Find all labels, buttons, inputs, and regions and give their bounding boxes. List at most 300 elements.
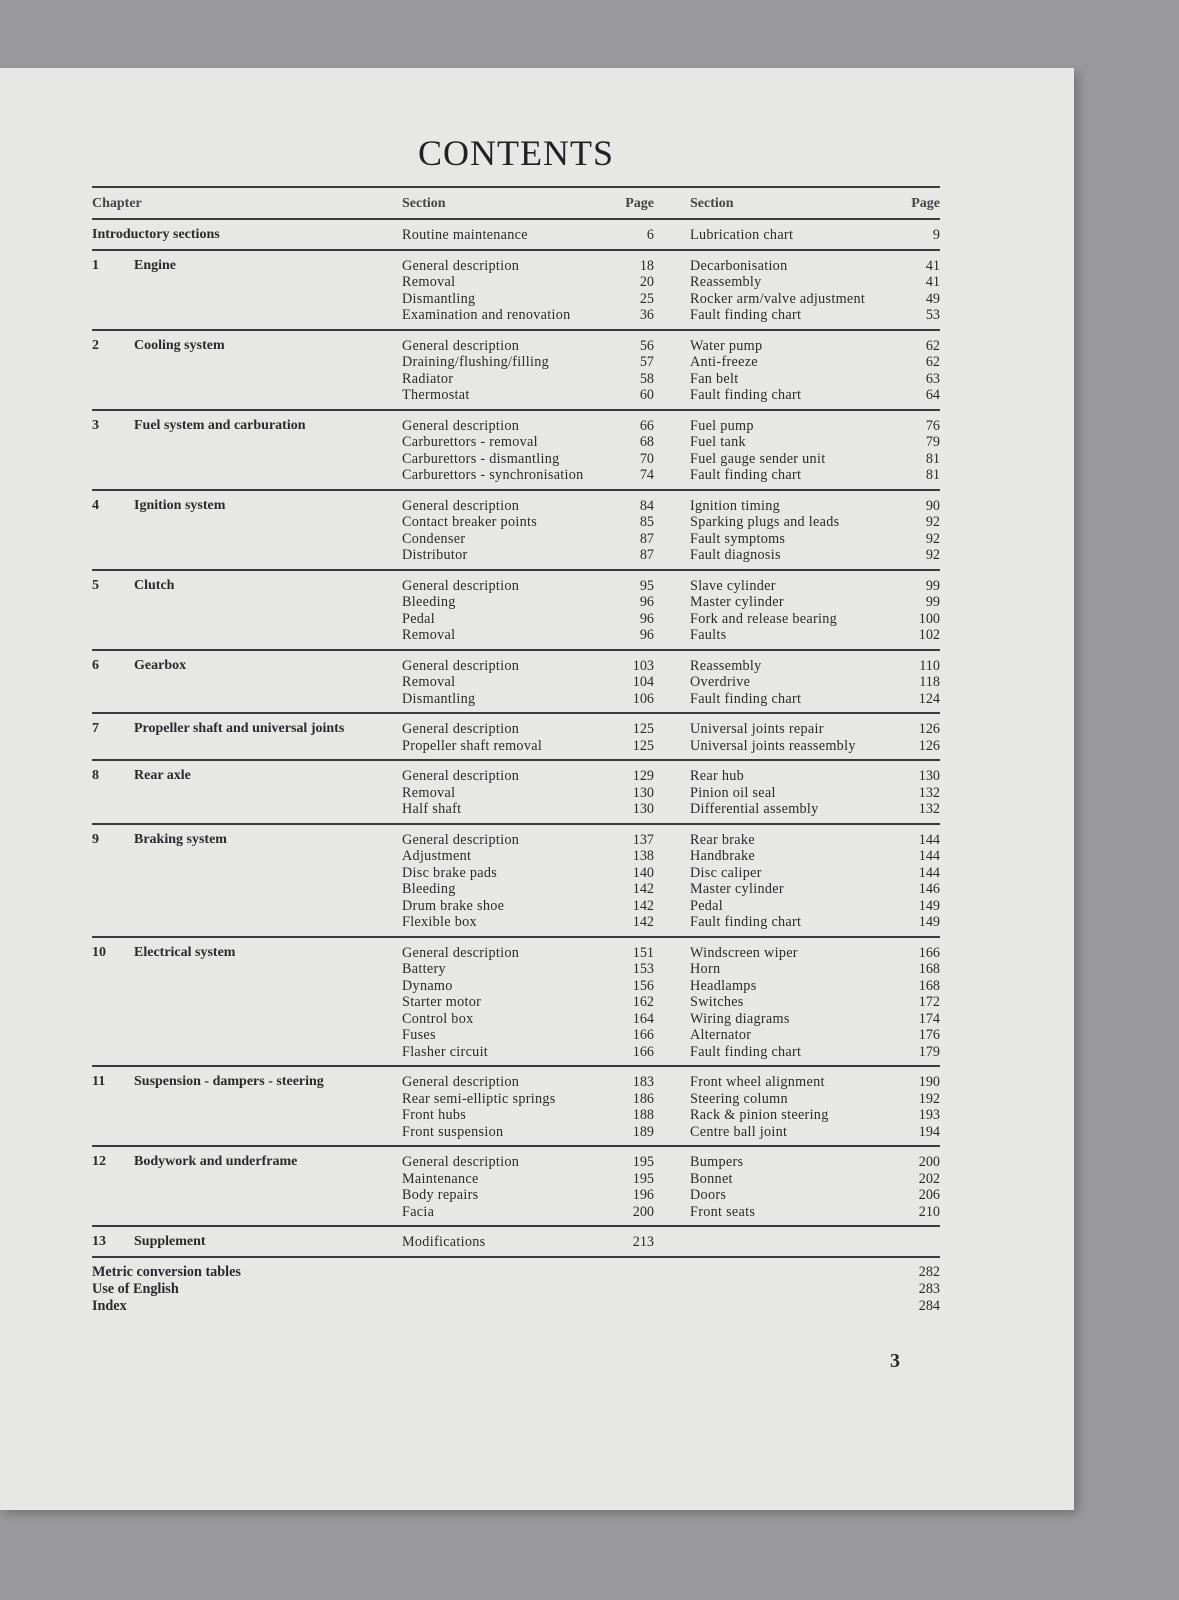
section-entry — [402, 594, 654, 611]
chapter-number: 13 — [92, 1234, 106, 1249]
section-page: 172 — [918, 994, 940, 1010]
section-page: 195 — [632, 1154, 654, 1170]
chapter-cell — [92, 832, 402, 931]
section-name: General description — [402, 577, 520, 594]
section-entry — [690, 1027, 940, 1044]
sections-left — [402, 498, 654, 564]
section-entry — [402, 898, 654, 915]
chapter-title: Gearbox — [134, 657, 187, 673]
section-entry — [402, 1234, 654, 1251]
section-name: Doors — [690, 1187, 727, 1203]
section-name: Fault diagnosis — [690, 547, 781, 563]
section-page: 18 — [639, 257, 654, 274]
section-name: Propeller shaft removal — [402, 737, 543, 754]
section-name: Pinion oil seal — [690, 784, 776, 801]
header-page-left: Page — [625, 196, 654, 211]
section-name: Adjustment — [402, 848, 472, 864]
section-entry — [402, 258, 654, 275]
section-name: Steering column — [690, 1090, 788, 1107]
section-entry — [402, 994, 654, 1011]
chapter-row — [92, 220, 940, 251]
chapter-number: 5 — [92, 577, 99, 593]
section-page: 174 — [918, 1010, 940, 1027]
section-page: 126 — [918, 737, 940, 754]
chapter-title: Suspension - dampers - steering — [134, 1074, 324, 1089]
section-page: 166 — [918, 944, 940, 961]
page-title: CONTENTS — [418, 133, 614, 173]
section-name: Fuel tank — [690, 434, 746, 450]
section-name: Bonnet — [690, 1170, 733, 1187]
section-entry — [402, 961, 654, 978]
section-name: General description — [402, 721, 520, 737]
section-page: 194 — [918, 1123, 940, 1140]
section-page: 56 — [639, 337, 654, 354]
section-entry — [402, 547, 654, 564]
chapter-row — [92, 571, 940, 651]
chapter-cell — [92, 258, 402, 324]
section-name: Thermostat — [402, 387, 470, 403]
chapter-cell — [92, 945, 402, 1061]
section-name: Disc caliper — [690, 864, 762, 881]
section-entry — [690, 627, 940, 644]
section-entry — [402, 658, 654, 675]
section-entry — [690, 1171, 940, 1188]
section-name: Fuses — [402, 1027, 436, 1043]
section-name: Switches — [690, 994, 744, 1010]
section-page: 90 — [925, 497, 940, 514]
section-entry — [402, 738, 654, 755]
section-name: General description — [402, 657, 520, 674]
section-name: Removal — [402, 627, 456, 643]
section-entry — [402, 914, 654, 931]
sections-right — [690, 658, 940, 708]
section-page: 130 — [632, 784, 654, 801]
section-entry — [402, 865, 654, 882]
chapter-number: 3 — [92, 417, 99, 433]
chapter-row — [92, 1067, 940, 1147]
sections-right — [690, 418, 940, 484]
section-page: 189 — [632, 1123, 654, 1140]
section-entry — [402, 274, 654, 291]
section-name: Reassembly — [690, 274, 762, 290]
header-section-right: Section — [690, 196, 734, 211]
section-page: 100 — [918, 610, 940, 627]
section-page: 144 — [918, 831, 940, 848]
section-page: 144 — [918, 864, 940, 881]
section-name: Bumpers — [690, 1154, 744, 1170]
section-name: Dismantling — [402, 290, 476, 307]
section-entry — [690, 1091, 940, 1108]
section-entry — [690, 354, 940, 371]
sections-right — [690, 258, 940, 324]
section-entry — [690, 338, 940, 355]
chapter-title: Propeller shaft and universal joints — [134, 721, 345, 736]
section-page: 130 — [918, 768, 940, 784]
chapter-number: 7 — [92, 721, 99, 736]
section-entry — [690, 865, 940, 882]
section-name: Carburettors - synchronisation — [402, 467, 584, 483]
extra-entry — [92, 1281, 940, 1298]
chapter-row — [92, 1227, 940, 1258]
section-page: 92 — [925, 547, 940, 563]
section-entry — [690, 738, 940, 755]
section-page: 149 — [918, 914, 940, 930]
section-page: 6 — [646, 227, 654, 243]
section-entry — [402, 1074, 654, 1091]
section-entry — [690, 451, 940, 468]
section-name: Modifications — [402, 1234, 486, 1250]
section-entry — [690, 914, 940, 931]
sections-left — [402, 832, 654, 931]
chapter-cell — [92, 498, 402, 564]
section-name: Front wheel alignment — [690, 1074, 825, 1090]
chapter-number: 9 — [92, 831, 99, 847]
section-entry — [690, 898, 940, 915]
chapter-number: 4 — [92, 497, 99, 513]
section-name: Fault finding chart — [690, 307, 802, 323]
chapter-title: Cooling system — [134, 337, 225, 353]
section-name: Bleeding — [402, 594, 456, 610]
section-name: Reassembly — [690, 657, 762, 674]
section-entry — [402, 467, 654, 484]
section-page: 138 — [632, 848, 654, 864]
contents-table — [92, 186, 940, 1315]
section-name: Lubrication chart — [690, 227, 794, 243]
section-name: Fuel pump — [690, 417, 754, 434]
sections-right — [690, 768, 940, 818]
section-entry — [690, 881, 940, 898]
section-entry — [402, 514, 654, 531]
chapter-number: 12 — [92, 1154, 106, 1169]
section-page: 213 — [632, 1234, 654, 1250]
section-page: 137 — [632, 831, 654, 848]
sections-right — [690, 338, 940, 404]
extra-label: Index — [92, 1297, 127, 1314]
chapter-number: 8 — [92, 768, 99, 783]
section-name: Disc brake pads — [402, 864, 498, 881]
section-entry — [402, 531, 654, 548]
section-name: Dynamo — [402, 977, 453, 994]
section-page: 192 — [918, 1090, 940, 1107]
section-entry — [402, 498, 654, 515]
section-name: Starter motor — [402, 994, 482, 1010]
section-page: 162 — [632, 994, 654, 1010]
section-page: 76 — [925, 417, 940, 434]
section-entry — [690, 1124, 940, 1141]
section-name: General description — [402, 257, 520, 274]
chapter-row — [92, 825, 940, 938]
header-page-right: Page — [911, 196, 940, 211]
section-entry — [690, 1187, 940, 1204]
section-entry — [402, 611, 654, 628]
chapter-cell — [92, 721, 402, 754]
section-name: Pedal — [402, 610, 436, 627]
section-entry — [690, 785, 940, 802]
section-entry — [402, 291, 654, 308]
chapter-row — [92, 938, 940, 1068]
chapter-title: Clutch — [134, 577, 175, 593]
section-entry — [402, 1171, 654, 1188]
section-entry — [402, 451, 654, 468]
section-entry — [402, 307, 654, 324]
section-page: 132 — [918, 801, 940, 817]
section-entry — [402, 945, 654, 962]
section-page: 106 — [632, 690, 654, 707]
section-entry — [402, 627, 654, 644]
section-name: Rocker arm/valve adjustment — [690, 290, 866, 307]
section-name: Pedal — [690, 897, 724, 914]
section-entry — [690, 721, 940, 738]
section-name: Rear semi-elliptic springs — [402, 1090, 556, 1107]
section-page: 64 — [925, 387, 940, 403]
chapter-row — [92, 251, 940, 331]
section-entry — [690, 768, 940, 785]
chapter-cell — [92, 418, 402, 484]
section-page: 130 — [632, 801, 654, 817]
section-page: 149 — [918, 897, 940, 914]
extra-label: Metric conversion tables — [92, 1263, 241, 1280]
section-entry — [690, 514, 940, 531]
section-page: 53 — [925, 307, 940, 323]
sections-right — [690, 945, 940, 1061]
section-page: 142 — [632, 897, 654, 914]
chapter-title: Rear axle — [134, 768, 191, 783]
section-name: Handbrake — [690, 848, 755, 864]
sections-right — [690, 1154, 940, 1220]
section-entry — [690, 258, 940, 275]
section-name: General description — [402, 337, 520, 354]
header-chapter: Chapter — [92, 196, 142, 211]
section-page: 85 — [639, 514, 654, 530]
section-name: Drum brake shoe — [402, 897, 505, 914]
section-name: General description — [402, 768, 520, 784]
section-page: 202 — [918, 1170, 940, 1187]
section-page: 25 — [639, 290, 654, 307]
section-entry — [402, 674, 654, 691]
section-page: 195 — [632, 1170, 654, 1187]
section-page: 63 — [925, 370, 940, 387]
section-page: 104 — [632, 674, 654, 690]
chapter-row — [92, 651, 940, 715]
section-name: Condenser — [402, 530, 466, 547]
section-page: 92 — [925, 530, 940, 547]
section-name: Removal — [402, 274, 456, 290]
chapter-number: 2 — [92, 337, 99, 353]
section-page: 20 — [639, 274, 654, 290]
section-entry — [402, 721, 654, 738]
chapter-row — [92, 714, 940, 761]
section-entry — [402, 832, 654, 849]
section-page: 118 — [919, 674, 940, 690]
chapter-title: Engine — [134, 257, 177, 273]
section-entry — [690, 467, 940, 484]
sections-right — [690, 832, 940, 931]
section-name: Alternator — [690, 1027, 752, 1043]
chapter-title: Supplement — [134, 1234, 206, 1249]
section-name: Examination and renovation — [402, 307, 571, 323]
section-entry — [402, 1107, 654, 1124]
section-name: Fault symptoms — [690, 530, 786, 547]
sections-left — [402, 721, 654, 754]
section-name: Fuel gauge sender unit — [690, 450, 826, 467]
section-name: Routine maintenance — [402, 227, 528, 243]
section-name: General description — [402, 497, 520, 514]
section-name: Faults — [690, 627, 727, 643]
section-entry — [690, 498, 940, 515]
section-name: Battery — [402, 961, 446, 977]
section-page: 49 — [925, 290, 940, 307]
section-page: 81 — [925, 450, 940, 467]
chapter-title: Fuel system and carburation — [134, 417, 306, 433]
section-entry — [690, 978, 940, 995]
section-entry — [690, 418, 940, 435]
chapter-number: 11 — [92, 1074, 106, 1089]
section-page: 68 — [639, 434, 654, 450]
sections-left — [402, 418, 654, 484]
section-entry — [690, 291, 940, 308]
section-entry — [402, 978, 654, 995]
section-name: Front suspension — [402, 1123, 504, 1140]
sections-left — [402, 338, 654, 404]
section-page: 96 — [639, 594, 654, 610]
chapter-title: Braking system — [134, 831, 227, 847]
section-name: Removal — [402, 784, 456, 801]
section-entry — [690, 691, 940, 708]
chapter-cell — [92, 1234, 402, 1251]
section-entry — [402, 1027, 654, 1044]
section-entry — [690, 227, 940, 244]
section-entry — [402, 1124, 654, 1141]
section-page: 103 — [632, 657, 654, 674]
section-name: Rear brake — [690, 831, 755, 848]
section-page: 92 — [925, 514, 940, 530]
section-name: Control box — [402, 1010, 474, 1027]
section-name: Fault finding chart — [690, 914, 802, 930]
chapter-cell — [92, 338, 402, 404]
sections-left — [402, 227, 654, 244]
chapter-cell — [92, 1154, 402, 1220]
section-page: 58 — [639, 370, 654, 387]
section-entry — [690, 547, 940, 564]
section-entry — [402, 1091, 654, 1108]
section-page: 144 — [918, 848, 940, 864]
section-entry — [402, 1204, 654, 1221]
section-page: 146 — [918, 881, 940, 897]
section-name: Contact breaker points — [402, 514, 538, 530]
section-entry — [402, 801, 654, 818]
section-name: Master cylinder — [690, 594, 784, 610]
chapter-cell — [92, 227, 402, 244]
section-entry — [402, 1044, 654, 1061]
section-entry — [690, 594, 940, 611]
section-page: 57 — [639, 354, 654, 370]
section-page: 176 — [918, 1027, 940, 1043]
section-page: 142 — [632, 914, 654, 930]
section-entry — [402, 1187, 654, 1204]
section-page: 140 — [632, 864, 654, 881]
sections-left — [402, 945, 654, 1061]
section-page: 87 — [639, 530, 654, 547]
chapter-cell — [92, 658, 402, 708]
section-entry — [690, 674, 940, 691]
chapter-row — [92, 411, 940, 491]
section-entry — [690, 1204, 940, 1221]
sections-left — [402, 1074, 654, 1140]
section-page: 142 — [632, 881, 654, 897]
section-name: Rear hub — [690, 768, 745, 784]
section-page: 210 — [918, 1203, 940, 1220]
section-name: Horn — [690, 961, 721, 977]
section-entry — [402, 338, 654, 355]
section-page: 96 — [639, 627, 654, 643]
section-page: 102 — [918, 627, 940, 643]
section-page: 206 — [918, 1187, 940, 1203]
section-entry — [402, 1011, 654, 1028]
section-entry — [690, 578, 940, 595]
section-page: 188 — [632, 1107, 654, 1123]
section-page: 153 — [632, 961, 654, 977]
sections-left — [402, 578, 654, 644]
section-name: General description — [402, 831, 520, 848]
chapter-number: 1 — [92, 257, 99, 273]
section-entry — [402, 434, 654, 451]
section-entry — [690, 832, 940, 849]
section-page: 200 — [632, 1203, 654, 1220]
section-page: 95 — [639, 577, 654, 594]
section-name: Front hubs — [402, 1107, 467, 1123]
section-name: Facia — [402, 1203, 435, 1220]
section-name: Removal — [402, 674, 456, 690]
section-page: 60 — [639, 387, 654, 403]
section-name: Radiator — [402, 370, 454, 387]
section-page: 79 — [925, 434, 940, 450]
section-page: 96 — [639, 610, 654, 627]
chapter-title: Ignition system — [134, 497, 226, 513]
section-entry — [690, 611, 940, 628]
section-entry — [690, 371, 940, 388]
extra-page: 284 — [918, 1297, 940, 1314]
section-name: Sparking plugs and leads — [690, 514, 840, 530]
chapter-cell — [92, 768, 402, 818]
table-header — [92, 188, 940, 220]
section-name: Wiring diagrams — [690, 1010, 790, 1027]
section-name: Body repairs — [402, 1187, 479, 1203]
section-name: Water pump — [690, 337, 763, 354]
sections-right — [690, 227, 940, 244]
extra-label: Use of English — [92, 1280, 179, 1297]
section-page: 41 — [925, 274, 940, 290]
section-page: 87 — [639, 547, 654, 563]
section-name: Bleeding — [402, 881, 456, 897]
extra-entry — [92, 1264, 940, 1281]
section-page: 196 — [632, 1187, 654, 1203]
header-section-left: Section — [402, 196, 446, 211]
section-entry — [402, 578, 654, 595]
sections-right — [690, 498, 940, 564]
section-name: General description — [402, 944, 520, 961]
section-name: Centre ball joint — [690, 1123, 788, 1140]
section-name: Universal joints repair — [690, 721, 824, 737]
section-name: Fault finding chart — [690, 467, 802, 483]
section-name: Fault finding chart — [690, 690, 802, 707]
chapter-cell — [92, 578, 402, 644]
chapter-row — [92, 1147, 940, 1227]
section-name: Decarbonisation — [690, 257, 788, 274]
section-entry — [690, 1107, 940, 1124]
section-page: 168 — [918, 977, 940, 994]
section-name: Distributor — [402, 547, 468, 563]
section-entry — [402, 785, 654, 802]
